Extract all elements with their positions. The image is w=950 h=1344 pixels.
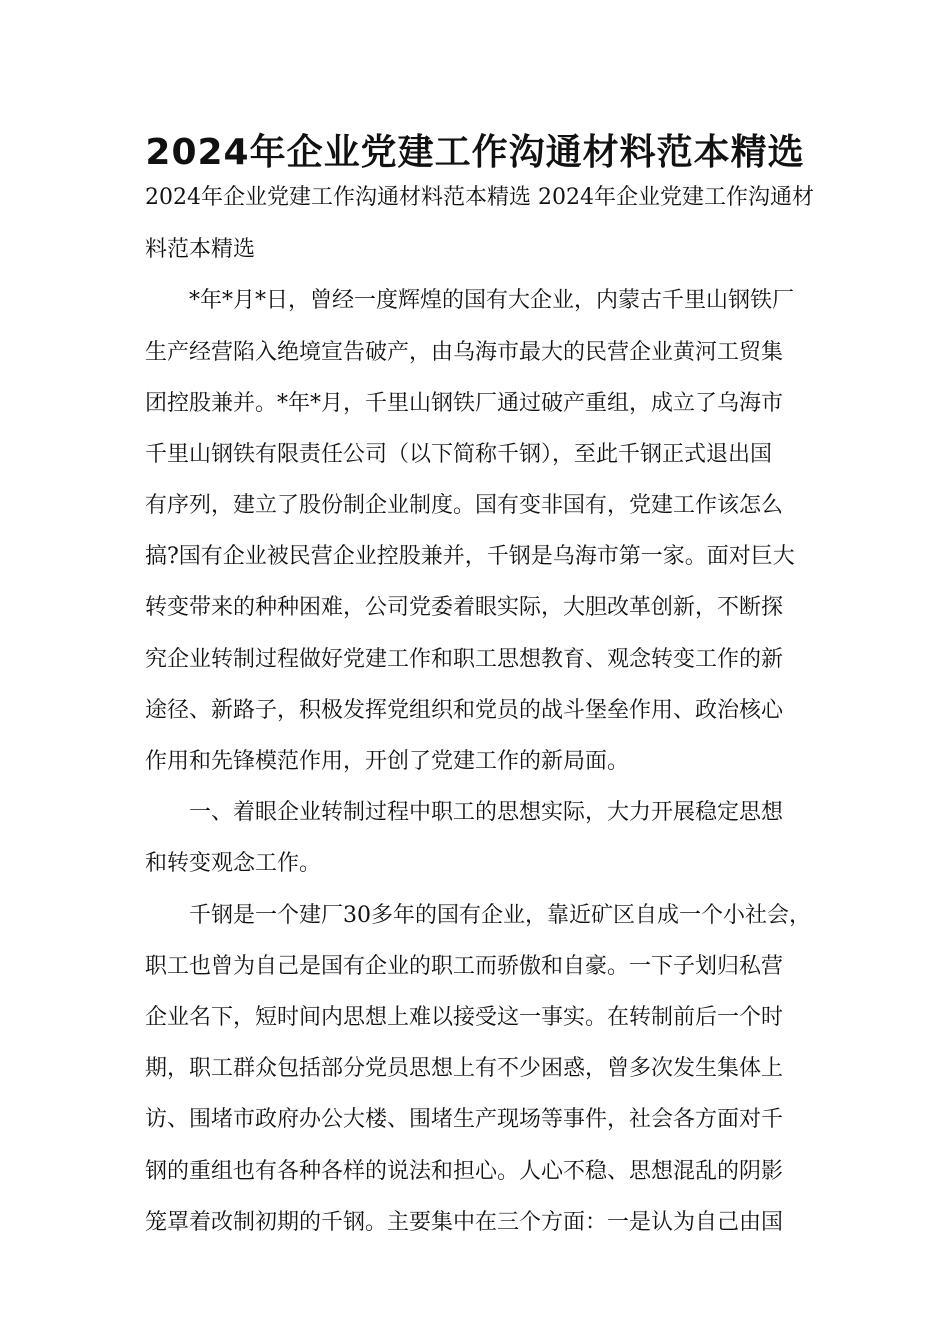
body-line: 期，职工群众包括部分党员思想上有不少困惑，曾多次发生集体上 bbox=[145, 1056, 784, 1081]
body-line: 转变带来的种种困难，公司党委着眼实际，大胆改革创新，不断探 bbox=[145, 595, 784, 620]
body-line: 有序列，建立了股份制企业制度。国有变非国有，党建工作该怎么 bbox=[145, 493, 784, 518]
body-line: 生产经营陷入绝境宣告破产，由乌海市最大的民营企业黄河工贸集 bbox=[145, 340, 784, 365]
body-line: *年*月*日，曾经一度辉煌的国有大企业，内蒙古千里山钢铁厂 bbox=[145, 288, 795, 313]
body-line: 究企业转制过程做好党建工作和职工思想教育、观念转变工作的新 bbox=[145, 647, 784, 672]
body-line: 途径、新路子，积极发挥党组织和党员的战斗堡垒作用、政治核心 bbox=[145, 698, 784, 723]
body-line: 千钢是一个建厂30多年的国有企业，靠近矿区自成一个小社会， bbox=[145, 903, 811, 928]
body-line: 钢的重组也有各种各样的说法和担心。人心不稳、思想混乱的阴影 bbox=[145, 1159, 784, 1184]
body-line: 团控股兼并。*年*月，千里山钢铁厂通过破产重组，成立了乌海市 bbox=[145, 391, 784, 416]
body-line: 千里山钢铁有限责任公司（以下简称千钢），至此千钢正式退出国 bbox=[145, 442, 773, 467]
body-line: 和转变观念工作。 bbox=[145, 851, 322, 876]
document-title: 2024年企业党建工作沟通材料范本精选 bbox=[145, 132, 805, 173]
body-line: 料范本精选 bbox=[145, 237, 256, 262]
body-line: 一、着眼企业转制过程中职工的思想实际，大力开展稳定思想 bbox=[145, 800, 784, 825]
body-line: 搞?国有企业被民营企业控股兼并，千钢是乌海市第一家。面对巨大 bbox=[145, 544, 795, 569]
body-line: 笼罩着改制初期的千钢。主要集中在三个方面：一是认为自己由国 bbox=[145, 1210, 784, 1235]
body-line: 企业名下，短时间内思想上难以接受这一事实。在转制前后一个时 bbox=[145, 1005, 784, 1030]
body-line: 访、围堵市政府办公大楼、围堵生产现场等事件，社会各方面对千 bbox=[145, 1107, 784, 1132]
body-line: 作用和先锋模范作用，开创了党建工作的新局面。 bbox=[145, 749, 630, 774]
body-line: 职工也曾为自己是国有企业的职工而骄傲和自豪。一下子划归私营 bbox=[145, 954, 784, 979]
body-line: 2024年企业党建工作沟通材料范本精选 2024年企业党建工作沟通材 bbox=[145, 185, 814, 210]
